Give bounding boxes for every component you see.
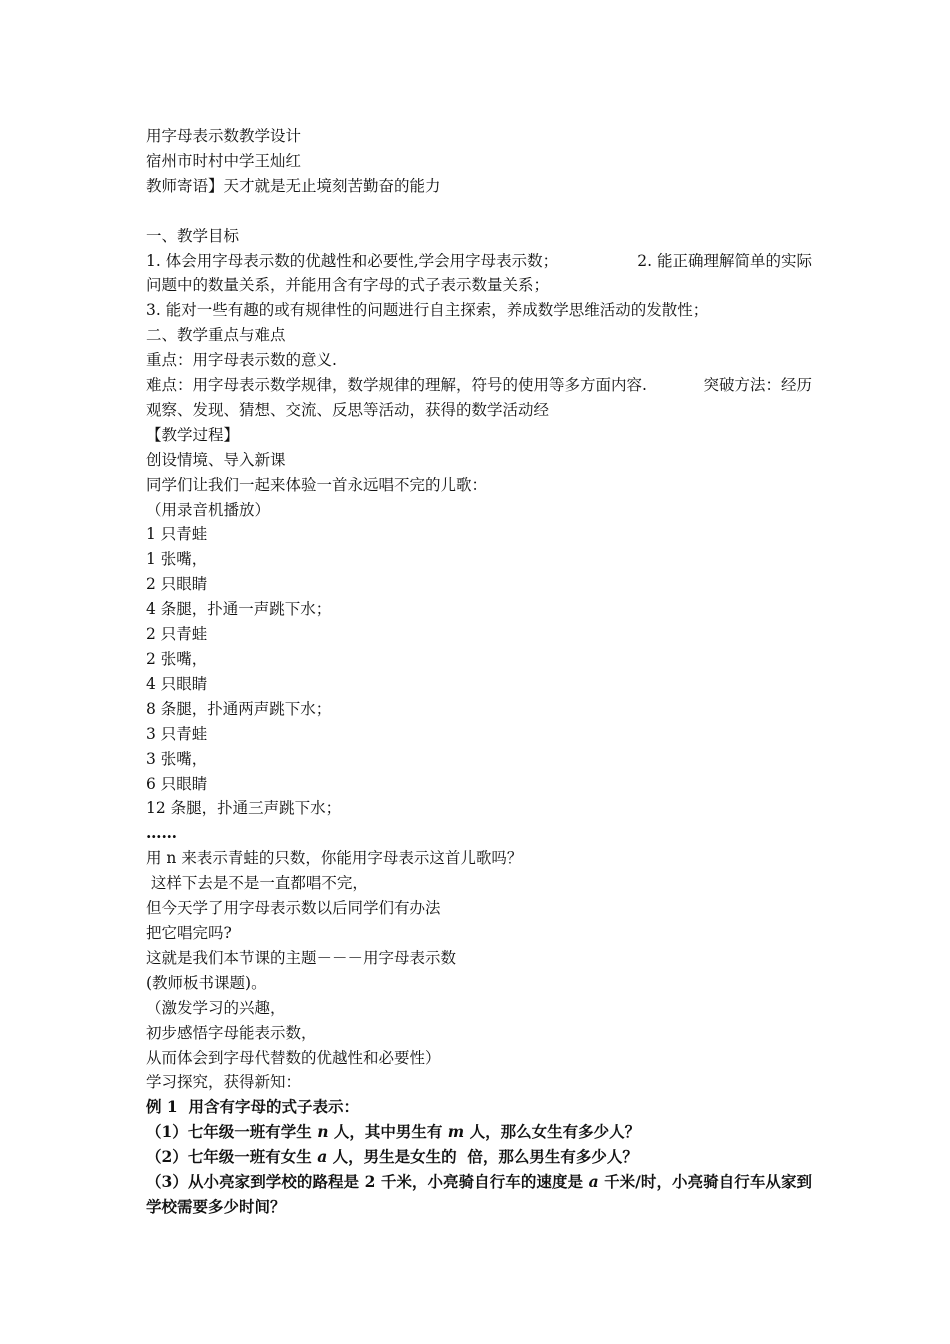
question-line: (教师板书课题)。 — [146, 973, 267, 992]
section-heading-goals: 一、教学目标 — [146, 226, 240, 245]
variable: n — [317, 1122, 329, 1142]
difficulty-point: 难点：用字母表示数学规律，数学规律的理解，符号的使用等多方面内容. — [146, 376, 647, 395]
explore-heading: 学习探究，获得新知： — [146, 1073, 302, 1092]
doc-author: 宿州市时村中学王灿红 — [146, 151, 302, 170]
song-line: 2 张嘴， — [146, 650, 208, 669]
song-line: 4 条腿，扑通一声跳下水； — [146, 600, 332, 619]
song-line: 8 条腿，扑通两声跳下水； — [146, 699, 332, 718]
song-line: 4 只眼睛 — [146, 674, 208, 693]
variable: a — [317, 1147, 328, 1167]
question-line: 把它唱完吗? — [146, 923, 232, 942]
document-page — [146, 124, 812, 1220]
song-line: 2 只青蛙 — [146, 625, 208, 644]
process-heading: 【教学过程】 — [146, 425, 240, 444]
example-text: （1）七年级一班有学生 — [146, 1122, 318, 1142]
question-line: 这样下去是不是一直都唱不完， — [146, 874, 368, 893]
note-line: 初步感悟字母能表示数， — [146, 1023, 317, 1042]
recorder-note: （用录音机播放） — [146, 500, 271, 519]
goal-2-start: 2. 能正确理解简单的实际 — [637, 251, 812, 270]
difficulty-line — [146, 373, 812, 398]
example-text: 人，男生是女生的 倍，那么男生有多少人？ — [327, 1147, 638, 1167]
note-line: （激发学习的兴趣， — [146, 998, 286, 1017]
example-item-3 — [146, 1170, 812, 1220]
breakthrough-method: 突破方法：经历 — [703, 376, 812, 395]
song-line: 3 张嘴， — [146, 749, 208, 768]
song-line: 12 条腿，扑通三声跳下水； — [146, 799, 342, 818]
example-text: （3）从小亮家到学校的路程是 2 千米，小亮骑自行车的速度是 — [146, 1172, 589, 1192]
intro-heading: 创设情境、导入新课 — [146, 450, 286, 469]
example-text: 人，其中男生有 — [328, 1122, 448, 1142]
breakthrough-method-cont: 观察、发现、猜想、交流、反思等活动，获得的数学活动经 — [146, 400, 550, 419]
example-item-1 — [146, 1120, 812, 1145]
example-item-2 — [146, 1145, 812, 1170]
note-line: 从而体会到字母代替数的优越性和必要性） — [146, 1048, 441, 1067]
song-line: 6 只眼睛 — [146, 774, 208, 793]
example-title: 例 1 用含有字母的式子表示： — [146, 1097, 359, 1117]
variable: m — [447, 1122, 465, 1142]
doc-title: 用字母表示数教学设计 — [146, 127, 302, 145]
key-point: 重点：用字母表示数的意义. — [146, 351, 337, 370]
goal-1: 1. 体会用字母表示数的优越性和必要性,学会用字母表示数； — [146, 251, 559, 270]
variable: a — [588, 1172, 599, 1192]
song-line: 3 只青蛙 — [146, 724, 208, 743]
blank-line — [146, 199, 812, 224]
example-text: 人，那么女生有多少人？ — [464, 1122, 641, 1142]
song-line: 1 张嘴， — [146, 550, 208, 569]
question-line: 这就是我们本节课的主题－－－用字母表示数 — [146, 948, 457, 967]
song-line: 2 只眼睛 — [146, 575, 208, 594]
example-text: （2）七年级一班有女生 — [146, 1147, 318, 1167]
song-line: 1 只青蛙 — [146, 525, 208, 544]
song-intro: 同学们让我们一起来体验一首永远唱不完的儿歌： — [146, 475, 488, 494]
question-line: 但今天学了用字母表示数以后同学们有办法 — [146, 899, 441, 918]
example-text: 千米/时，小亮骑自行车从家到学校需要多少时间？ — [146, 1172, 813, 1216]
ellipsis: …… — [146, 823, 177, 843]
question-line: 用 n 来表示青蛙的只数，你能用字母表示这首儿歌吗？ — [146, 849, 523, 868]
goal-line-1 — [146, 249, 812, 274]
section-heading-key-points: 二、教学重点与难点 — [146, 326, 286, 345]
teacher-motto: 教师寄语】天才就是无止境刻苦勤奋的能力 — [146, 176, 441, 195]
goal-3: 3. 能对一些有趣的或有规律性的问题进行自主探索，养成数学思维活动的发散性； — [146, 301, 709, 320]
goal-2-end: 问题中的数量关系，并能用含有字母的式子表示数量关系； — [146, 276, 550, 295]
